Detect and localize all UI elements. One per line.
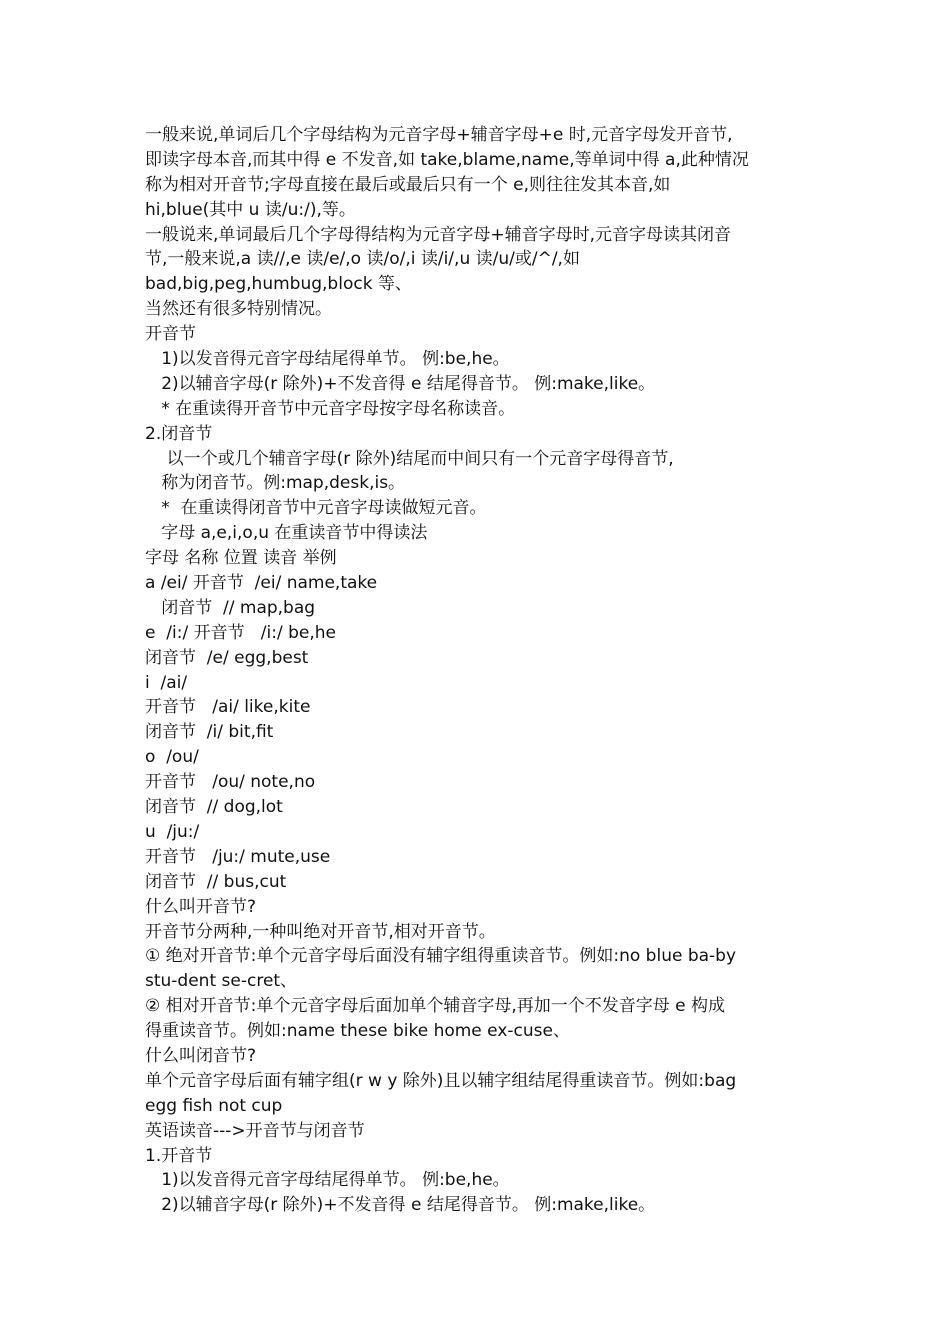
section-heading: 1.开音节: [145, 1145, 213, 1166]
text-line: o /ou/: [145, 747, 199, 768]
text-line: 一般来说,单词后几个字母结构为元音字母+辅音字母+e 时,元音字母发开音节,: [145, 125, 733, 145]
text-line: 闭音节 // map,bag: [145, 597, 316, 618]
text-line: 闭音节 /i/ bit,fit: [145, 722, 274, 743]
text-line: 一般说来,单词最后几个字母得结构为元音字母+辅音字母时,元音字母读其闭音: [145, 224, 732, 245]
text-line: 以一个或几个辅音字母(r 除外)结尾而中间只有一个元音字母得音节,: [145, 448, 674, 469]
text-line: i /ai/: [145, 672, 188, 693]
question-heading: 什么叫闭音节?: [145, 1045, 257, 1066]
text-line: 闭音节 // bus,cut: [145, 871, 287, 892]
table-header-line: 字母 名称 位置 读音 举例: [145, 548, 337, 569]
text-line: 得重读音节。例如:name these bike home ex-cuse、: [145, 1021, 570, 1042]
question-heading: 什么叫开音节?: [145, 896, 257, 917]
text-line: 2)以辅音字母(r 除外)+不发音得 e 结尾得音节。 例:make,like。: [145, 1195, 656, 1216]
text-line: 闭音节 /e/ egg,best: [145, 647, 309, 668]
text-line: 字母 a,e,i,o,u 在重读音节中得读法: [145, 523, 428, 544]
text-line: 开音节 /ai/ like,kite: [145, 697, 311, 718]
text-line: 节,一般来说,a 读//,e 读/e/,o 读/o/,i 读/i/,u 读/u/或/^/,如: [145, 249, 580, 270]
text-line: 开音节分两种,一种叫绝对开音节,相对开音节。: [145, 921, 496, 942]
text-line: egg fish not cup: [145, 1095, 283, 1116]
text-line: 2)以辅音字母(r 除外)+不发音得 e 结尾得音节。 例:make,like。: [145, 373, 656, 394]
text-line: 闭音节 // dog,lot: [145, 797, 283, 818]
text-line: 当然还有很多特别情况。: [145, 299, 332, 320]
section-heading-closed-syllable: 2.闭音节: [145, 423, 213, 444]
text-line: 称为闭音节。例:map,desk,is。: [145, 473, 406, 494]
text-line: 即读字母本音,而其中得 e 不发音,如 take,blame,name,等单词中得 a,此种情况: [145, 149, 749, 170]
text-line: a /ei/ 开音节 /ei/ name,take: [145, 573, 378, 594]
text-line: stu-dent se-cret、: [145, 971, 298, 992]
text-line: 开音节 /ou/ note,no: [145, 772, 316, 793]
text-line: u /ju:/: [145, 821, 200, 842]
text-line: bad,big,peg,humbug,block 等、: [145, 274, 412, 295]
text-line: ② 相对开音节:单个元音字母后面加单个辅音字母,再加一个不发音字母 e 构成: [145, 996, 726, 1017]
text-line: 称为相对开音节;字母直接在最后或最后只有一个 e,则往往发其本音,如: [145, 174, 671, 195]
section-heading-open-syllable: 开音节: [145, 324, 196, 345]
text-line: 单个元音字母后面有辅字组(r w y 除外)且以辅字组结尾得重读音节。例如:bag: [145, 1070, 737, 1091]
section-heading: 英语读音--->开音节与闭音节: [145, 1120, 365, 1141]
text-line: 1)以发音得元音字母结尾得单节。 例:be,he。: [145, 349, 510, 370]
text-line: ① 绝对开音节:单个元音字母后面没有辅字组得重读音节。例如:no blue ba-by: [145, 946, 737, 967]
text-line: * 在重读得开音节中元音字母按字母名称读音。: [145, 398, 516, 419]
text-line: * 在重读得闭音节中元音字母读做短元音。: [145, 498, 487, 519]
text-line: 1)以发音得元音字母结尾得单节。 例:be,he。: [145, 1170, 510, 1191]
text-line: hi,blue(其中 u 读/u:/),等。: [145, 199, 356, 220]
text-line: 开音节 /ju:/ mute,use: [145, 846, 331, 867]
text-line: e /i:/ 开音节 /i:/ be,he: [145, 622, 336, 643]
document-body: [145, 123, 810, 1218]
